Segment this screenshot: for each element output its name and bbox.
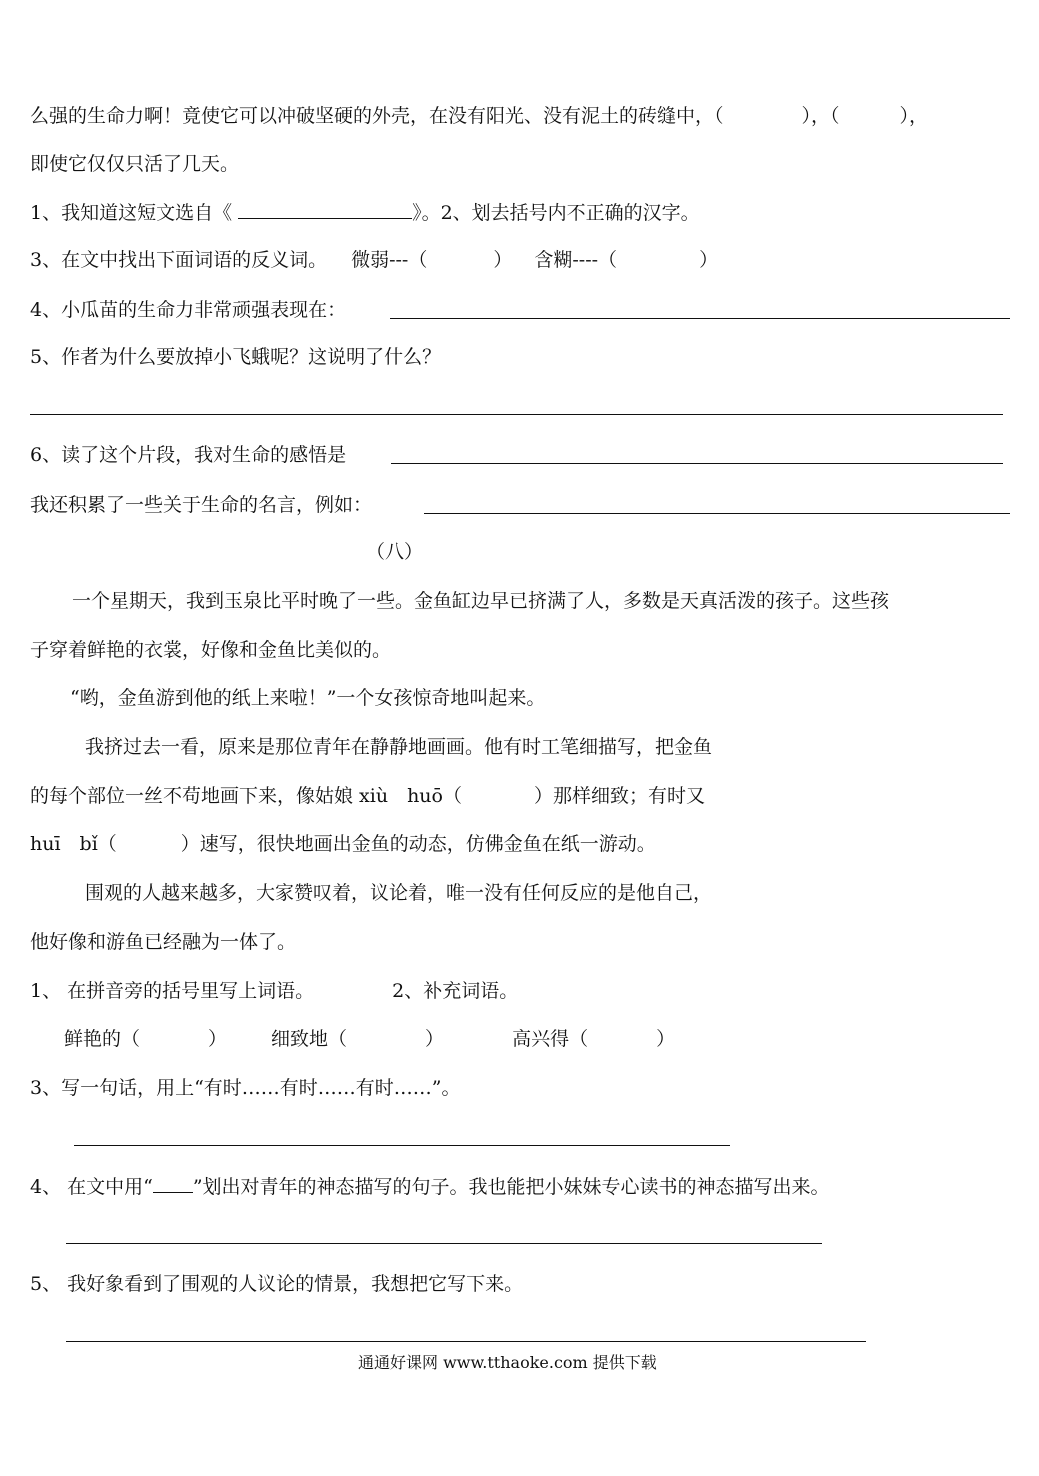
question-text: 1、我知道这短文选自《 <box>30 202 233 224</box>
paragraph-1-line-2 <box>30 638 391 662</box>
answer-line[interactable] <box>74 1145 730 1146</box>
passage-line-1 <box>30 104 928 128</box>
answer-line[interactable] <box>390 318 1010 319</box>
word-completion-row <box>64 1027 675 1051</box>
answer-line[interactable] <box>66 1243 822 1244</box>
word-prompt: 细致地（ <box>271 1028 348 1050</box>
word-bracket: ） <box>656 1028 676 1050</box>
paragraph-3-line-2 <box>30 784 705 808</box>
question-8-4 <box>30 1174 830 1199</box>
footer-text: 通通好课网 www.tthaoke.com 提供下载 <box>358 1353 657 1372</box>
word-prompt: 高兴得（ <box>512 1028 589 1050</box>
paragraph-1-line-1 <box>72 589 889 613</box>
paragraph-text: huī bǐ（ <box>30 833 117 855</box>
paragraph-3-line-1 <box>85 735 712 759</box>
passage-line-2 <box>30 152 239 176</box>
question-8-3 <box>30 1076 461 1100</box>
question-8-5 <box>30 1272 523 1296</box>
question-4 <box>30 298 346 322</box>
section-heading <box>366 540 423 564</box>
answer-line[interactable] <box>30 414 1003 415</box>
question-5 <box>30 345 441 369</box>
paragraph-text: 我挤过去一看，原来是那位青年在静静地画画。他有时工笔细描写，把金鱼 <box>85 736 713 758</box>
underline-sample <box>153 1174 193 1193</box>
passage-text: 么强的生命力啊！竟使它可以冲破坚硬的外壳，在没有阳光、没有泥土的砖缝中，（ <box>30 105 724 127</box>
question-6-quotes <box>30 493 372 517</box>
paragraph-text: “哟，金鱼游到他的纸上来啦！”一个女孩惊奇地叫起来。 <box>70 687 546 709</box>
page-footer <box>358 1351 657 1375</box>
section-heading-text: （八） <box>366 541 424 563</box>
question-text: 1、 在拼音旁的括号里写上词语。 <box>30 980 315 1002</box>
paragraph-text: 一个星期天，我到玉泉比平时晚了一些。金鱼缸边早已挤满了人，多数是天真活泼的孩子。这些孩 <box>72 590 890 612</box>
paragraph-text: 围观的人越来越多，大家赞叹着，议论着，唯一没有任何反应的是他自己， <box>85 882 713 904</box>
question-6 <box>30 443 346 467</box>
paragraph-text: ）速写，很快地画出金鱼的动态，仿佛金鱼在纸一游动。 <box>180 833 656 855</box>
word-prompt: 鲜艳的（ <box>64 1028 141 1050</box>
paragraph-3-line-3 <box>30 832 656 856</box>
question-text: 3、在文中找出下面词语的反义词。 <box>30 249 328 271</box>
question-text: ”划出对青年的神态描写的句子。我也能把小妹妹专心读书的神态描写出来。 <box>192 1176 830 1198</box>
paragraph-text: ）那样细致；有时又 <box>533 785 705 807</box>
question-3-antonyms <box>30 248 718 272</box>
passage-bracket: ）， <box>899 105 929 127</box>
question-text: 我还积累了一些关于生命的名言，例如： <box>30 494 373 516</box>
question-text: 4、 在文中用“ <box>30 1176 153 1198</box>
question-text: 5、 我好象看到了围观的人议论的情景，我想把它写下来。 <box>30 1273 524 1295</box>
answer-line[interactable] <box>66 1341 866 1342</box>
word-bracket: ） <box>208 1028 228 1050</box>
paragraph-text: 他好像和游鱼已经融为一体了。 <box>30 931 297 953</box>
question-text: 6、读了这个片段，我对生命的感悟是 <box>30 444 347 466</box>
question-text: 3、写一句话，用上“有时……有时……有时……”。 <box>30 1077 461 1099</box>
antonym-bracket: ） <box>493 249 513 271</box>
question-text: 5、作者为什么要放掉小飞蛾呢？这说明了什么？ <box>30 346 442 368</box>
question-text: 2、补充词语。 <box>392 980 519 1002</box>
paragraph-text: 子穿着鲜艳的衣裳，好像和金鱼比美似的。 <box>30 639 392 661</box>
passage-text: 即使它仅仅只活了几天。 <box>30 153 240 175</box>
answer-blank[interactable] <box>238 200 412 219</box>
paragraph-4-line-2 <box>30 930 296 954</box>
question-8-1-2 <box>30 979 518 1003</box>
paragraph-4-line-1 <box>85 881 712 905</box>
passage-bracket: ），（ <box>801 105 840 127</box>
word-bracket: ） <box>425 1028 445 1050</box>
antonym-prompt: 含糊----（ <box>534 249 618 271</box>
answer-line[interactable] <box>391 463 1003 464</box>
paragraph-2 <box>70 686 545 710</box>
question-1-source <box>30 200 700 225</box>
question-text: 4、小瓜苗的生命力非常顽强表现在： <box>30 299 347 321</box>
antonym-prompt: 微弱---（ <box>351 249 428 271</box>
question-text: 》。2、划去括号内不正确的汉字。 <box>412 202 700 224</box>
paragraph-text: 的每个部位一丝不苟地画下来，像姑娘 xiù huō（ <box>30 785 462 807</box>
antonym-bracket: ） <box>699 249 719 271</box>
answer-line[interactable] <box>424 513 1010 514</box>
